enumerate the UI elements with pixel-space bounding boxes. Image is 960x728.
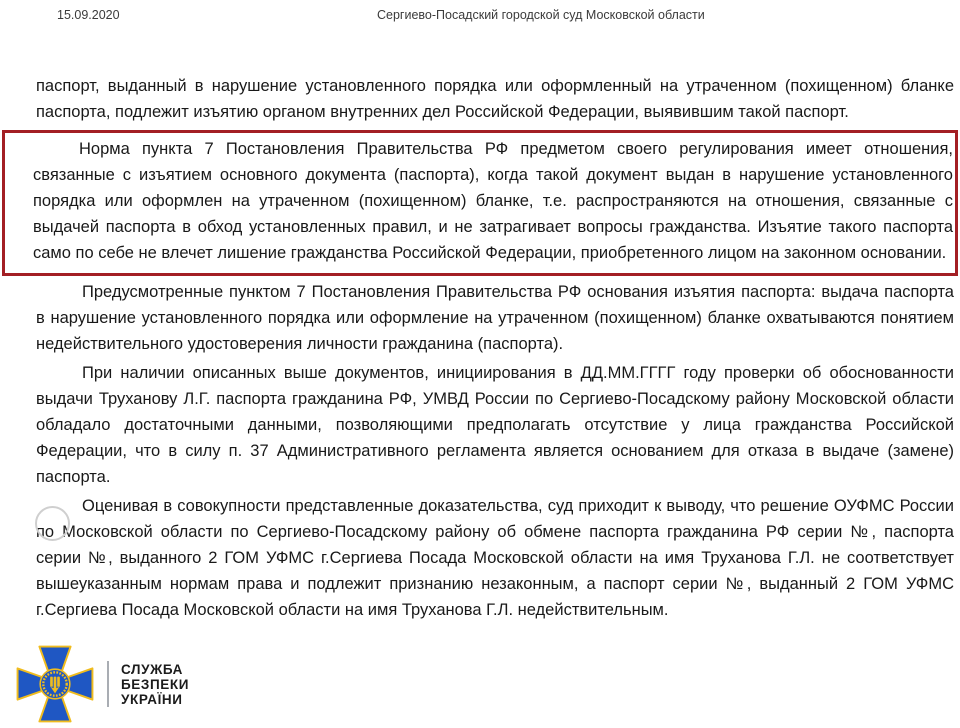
paragraph-umvd: При наличии описанных выше документов, инициирования в ДД.ММ.ГГГГ году проверки об обоснованности выдачи Труханову Л.Г. паспорта гражданина РФ, УМВД России по Сергиево-Посадскому району Московской области обладало достаточными данными, позволяющими предполагать отсутствие у лица гражданства Российской Федерации, что в силу п. 37 Административного регламента является основанием для отказа в выдаче (замене) паспорта. (36, 364, 954, 486)
paragraph-passport-seizure: паспорт, выданный в нарушение установленного порядка или оформленный на утраченном (похищенном) бланке паспорта, подлежит изъятию органом внутренних дел Российской Федерации, выявившим такой паспорт. (36, 77, 954, 121)
logo-line-2: БЕЗПЕКИ (121, 676, 190, 692)
sbu-logo (16, 644, 189, 724)
paragraph-court-conclusion: Оценивая в совокупности представленные доказательства, суд приходит к выводу, что решение ОУФМС России по Московской области по Сергиево-Посадскому району об обмене паспорта гражданина РФ серии №, паспорта серии №, выданного 2 ГОМ УФМС г.Сергиева Посада Московской области на имя Труханова Г.Л. не соответствует вышеуказанным нормам права и подлежит признанию незаконным, а паспорт серии №, выданный 2 ГОМ УФМС г.Сергиева Посада Московской области на имя Труханова Г.Л. недействительным. (36, 497, 954, 619)
hole-punch-mark (35, 506, 70, 541)
sbu-emblem-icon (16, 644, 94, 724)
logo-divider (107, 661, 109, 707)
paragraph-grounds: Предусмотренные пунктом 7 Постановления Правительства РФ основания изъятия паспорта: выдача паспорта в нарушение установленного порядка или оформление на утраченном (похищенном) бланке охватываются понятием недействительного удостоверения личности гражданина (паспорта). (36, 283, 954, 353)
document-body (33, 73, 954, 623)
document-date: 15.09.2020 (57, 8, 120, 22)
paragraph-norm-point7: Норма пункта 7 Постановления Правительства РФ предметом своего регулирования имеет отношения, связанные с изъятием основного документа (паспорта), когда такой документ выдан в нарушение установленного порядка или оформлен на утраченном (похищенном) бланке, т.е. распространяются на отношения, связанные с выдачей паспорта в обход установленных правил, и не затрагивает вопросы гражданства. Изъятие такого паспорта само по себе не влечет лишение гражданства Российской Федерации, приобретенного лицом на законном основании. (33, 140, 953, 262)
sbu-logo-text (121, 662, 189, 707)
logo-line-3: УКРАЇНИ (121, 691, 183, 707)
court-name: Сергиево-Посадский городской суд Московской области (377, 8, 705, 22)
logo-line-1: СЛУЖБА (121, 661, 184, 677)
highlighted-paragraph-box (2, 130, 958, 276)
